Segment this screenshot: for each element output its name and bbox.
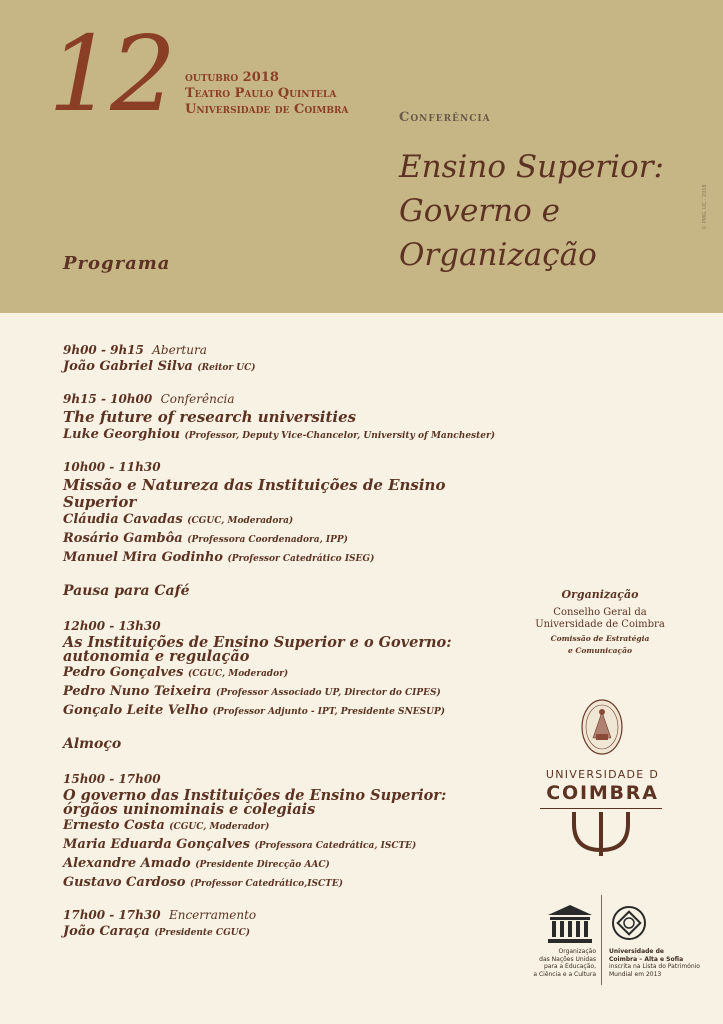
session-panel-2 xyxy=(63,618,523,721)
coffee-break: Pausa para Café xyxy=(63,583,190,599)
session-time-line xyxy=(63,618,523,634)
world-heritage-caption-line: Mundial em 2013 xyxy=(609,970,662,978)
session-panel-3 xyxy=(63,771,523,893)
speaker-role: (Professor Catedrático,ISCTE) xyxy=(189,879,343,889)
event-month-year: outubro 2018 xyxy=(185,70,279,85)
event-day: 12 xyxy=(48,13,173,135)
session-kind: Abertura xyxy=(152,343,207,357)
world-heritage-caption-line: Coimbra – Alta e Sofia xyxy=(609,955,684,963)
session-time: 10h00 - 11h30 xyxy=(63,460,161,474)
speaker xyxy=(63,549,523,568)
session-kind: Conferência xyxy=(160,392,235,406)
session-title xyxy=(63,789,523,817)
speaker xyxy=(63,817,523,836)
speaker-name: Gonçalo Leite Velho xyxy=(63,703,209,718)
speaker xyxy=(63,426,523,445)
session-kind: Encerramento xyxy=(168,908,257,922)
session-title-line: órgãos uninominais e colegiais xyxy=(63,801,316,818)
conference-title xyxy=(399,145,699,277)
session-title-line: As Instituições de Ensino Superior e o Governo: xyxy=(63,634,452,651)
speaker-role: (Professor Catedrático ISEG) xyxy=(227,554,375,564)
lunch-break: Almoço xyxy=(63,736,122,752)
speaker xyxy=(63,683,523,702)
speaker-role: (Professor Associado UP, Director do CIPES) xyxy=(215,688,441,698)
speaker-name: Luke Georghiou xyxy=(63,427,180,442)
programa-heading: Programa xyxy=(63,253,171,274)
speaker-name: João Gabriel Silva xyxy=(63,359,193,374)
event-date-venue xyxy=(185,70,348,118)
session-title-line: O governo das Instituições de Ensino Superior: xyxy=(63,787,447,804)
conference-label: Conferência xyxy=(399,110,491,125)
session-time: 9h00 - 9h15 xyxy=(63,343,144,357)
organization-sub-line: e Comunicação xyxy=(568,646,632,655)
speaker-name: Rosário Gambôa xyxy=(63,531,183,546)
event-institution: Universidade de Coimbra xyxy=(185,102,349,117)
speaker-role: (Professora Catedrática, ISCTE) xyxy=(254,841,417,851)
speaker-role: (Professor Adjunto - IPT, Presidente SNESUP) xyxy=(212,707,445,717)
session-keynote xyxy=(63,391,523,445)
session-time: 17h00 - 17h30 xyxy=(63,908,161,922)
organization-heading: Organização xyxy=(561,588,639,601)
speaker xyxy=(63,358,523,377)
speaker-name: Pedro Gonçalves xyxy=(63,665,184,680)
session-time-line xyxy=(63,342,523,358)
logo-divider xyxy=(601,895,602,985)
speaker-name: Alexandre Amado xyxy=(63,856,191,871)
organization-name-line: Conselho Geral da xyxy=(553,607,647,618)
session-time-line xyxy=(63,771,523,787)
organization-sub-line: Comissão de Estratégia xyxy=(550,634,650,643)
uc-monogram-icon xyxy=(568,810,634,858)
unesco-caption-line: a Ciência e a Cultura xyxy=(533,970,596,978)
speaker xyxy=(63,855,523,874)
unesco-caption-line: Organização xyxy=(558,948,596,955)
conference-title-line: Ensino Superior: xyxy=(399,149,664,185)
session-time: 12h00 - 13h30 xyxy=(63,619,161,633)
speaker-name: João Caraça xyxy=(63,924,150,939)
program-list xyxy=(63,342,523,956)
speaker-role: (Presidente Direcção AAC) xyxy=(195,860,330,870)
speaker-name: Pedro Nuno Teixeira xyxy=(63,684,212,699)
session-opening xyxy=(63,342,523,377)
speaker-role: (Reitor UC) xyxy=(197,363,256,373)
session-time: 9h15 - 10h00 xyxy=(63,392,153,406)
speaker xyxy=(63,836,523,855)
world-heritage-caption xyxy=(609,948,719,978)
world-heritage-caption-line: inscrita na Lista do Património xyxy=(609,963,700,970)
speaker-role: (CGUC, Moderador) xyxy=(169,822,270,832)
session-time-line xyxy=(63,459,523,475)
unesco-logo-icon xyxy=(544,903,596,945)
speaker xyxy=(63,511,523,530)
unesco-caption-line: das Nações Unidas xyxy=(539,955,596,963)
speaker-name: Gustavo Cardoso xyxy=(63,875,186,890)
session-time-line xyxy=(63,907,523,923)
conference-title-line: Organização xyxy=(399,237,597,273)
session-title: Missão e Natureza das Instituições de Ensino Superior xyxy=(63,476,446,511)
session-closing xyxy=(63,907,523,942)
speaker-role: (Presidente CGUC) xyxy=(154,928,251,938)
speaker xyxy=(63,702,523,721)
conference-title-line: Governo e xyxy=(399,193,560,229)
speaker-role: (Professor, Deputy Vice-Chancelor, University of Manchester) xyxy=(184,431,495,441)
university-seal-icon xyxy=(581,698,623,756)
organization-block xyxy=(530,588,670,655)
speaker xyxy=(63,664,523,683)
speaker-name: Maria Eduarda Gonçalves xyxy=(63,837,250,852)
speaker-role: (CGUC, Moderador) xyxy=(188,669,289,679)
session-panel-1 xyxy=(63,459,523,568)
image-credit: © PMG, UC · 2018 xyxy=(702,184,708,230)
unesco-caption-line: para a Educação, xyxy=(543,963,596,970)
session-time-line xyxy=(63,391,523,407)
session-time: 15h00 - 17h00 xyxy=(63,772,161,786)
speaker-name: Ernesto Costa xyxy=(63,818,165,833)
session-title xyxy=(63,636,523,664)
speaker xyxy=(63,923,523,942)
session-title-line: autonomia e regulação xyxy=(63,648,250,665)
world-heritage-icon xyxy=(611,905,647,941)
unesco-caption xyxy=(500,948,596,978)
header-band xyxy=(0,0,723,313)
uc-wordmark-top: UNIVERSIDADE D xyxy=(545,768,660,781)
speaker-name: Cláudia Cavadas xyxy=(63,512,183,527)
organization-name-line: Universidade de Coimbra xyxy=(535,619,665,630)
speaker xyxy=(63,874,523,893)
session-title: The future of research universities xyxy=(63,408,357,426)
speaker-role: (CGUC, Moderadora) xyxy=(187,516,294,526)
uc-wordmark xyxy=(540,768,665,804)
speaker-name: Manuel Mira Godinho xyxy=(63,550,223,565)
uc-wordmark-bottom: COIMBRA xyxy=(546,782,659,804)
speaker-role: (Professora Coordenadora, IPP) xyxy=(187,535,348,545)
uc-wordmark-rule xyxy=(540,808,662,809)
speaker xyxy=(63,530,523,549)
event-venue: Teatro Paulo Quintela xyxy=(185,86,337,101)
world-heritage-caption-line: Universidade de xyxy=(609,948,664,955)
